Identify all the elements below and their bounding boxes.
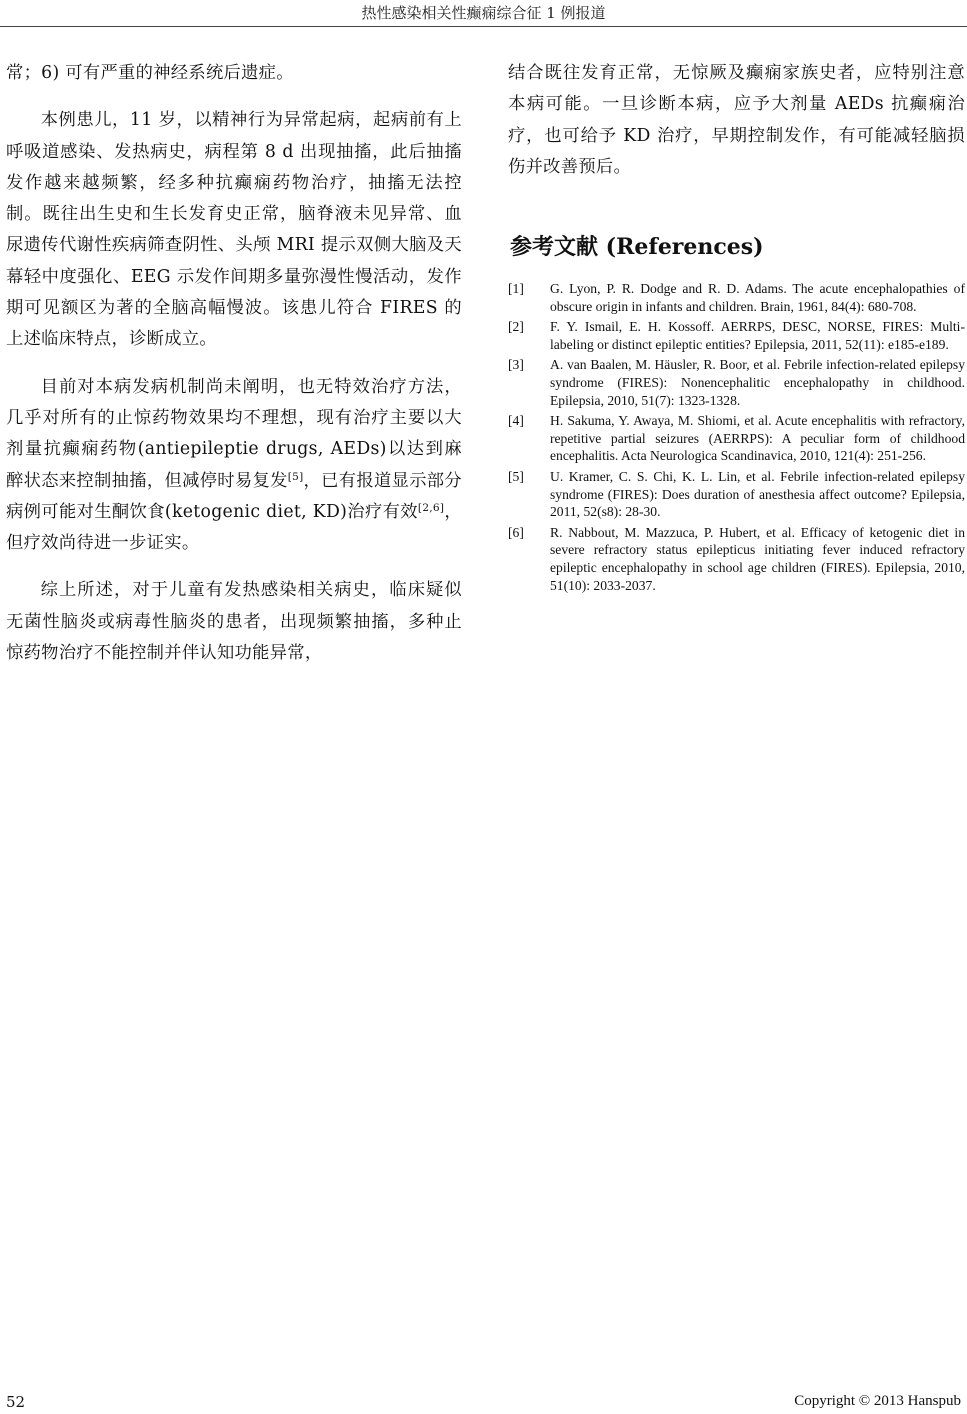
- copyright-notice: Copyright © 2013 Hanspub: [794, 1393, 961, 1409]
- page-number: 52: [6, 1393, 26, 1411]
- reference-text: H. Sakuma, Y. Awaya, M. Shiomi, et al. Acute encephalitis with refractory, repetitive partial seizures (AERRPS): A peculiar form of childhood encephalitis. Acta Neurologica Scandinavica, 2010, 121(4): 251-256.: [550, 413, 965, 464]
- references-heading: 参考文献 (References): [510, 234, 764, 260]
- reference-number: [2]: [508, 319, 524, 335]
- reference-item: [508, 318, 965, 353]
- left-paragraph-4: 综上所述，对于儿童有发热感染相关病史，临床疑似无菌性脑炎或病毒性脑炎的患者，出现频繁抽搐，多种止惊药物治疗不能控制并伴认知功能异常，: [6, 580, 462, 664]
- reference-number: [5]: [508, 468, 524, 484]
- reference-number: [1]: [508, 281, 524, 296]
- reference-item: [508, 280, 965, 315]
- left-paragraph-1: 常；6) 可有严重的神经系统后遗症。: [6, 63, 294, 83]
- reference-text: R. Nabbout, M. Mazzuca, P. Hubert, et al. Efficacy of ketogenic diet in severe refractory status epilepticus initiating fever induced refractory epileptic encephalopathy in school age children (FIRES). Epilepsia, 2010, 51(10): 2033-2037.: [550, 524, 965, 593]
- reference-list: [508, 280, 965, 597]
- left-paragraph-2: 本例患儿，11 岁，以精神行为异常起病，起病前有上呼吸道感染、发热病史，病程第 8 d 出现抽搐，此后抽搐发作越来越频繁，经多种抗癫痫药物治疗，抽搐无法控制。既往出生史和生长发育史正常，脑脊液未见异常、血尿遗传代谢性疾病筛查阴性、头颅 MRI 提示双侧大脑及天幕轻中度强化、EEG 示发作间期多量弥漫性慢活动，发作期可见额区为著的全脑高幅慢波。该患儿符合 FIRES 的上述临床特点，诊断成立。: [6, 110, 462, 350]
- reference-number: [6]: [508, 524, 524, 540]
- reference-item: [508, 524, 965, 594]
- left-paragraph-3-part-c: ，但疗效尚待进一步证实。: [6, 501, 462, 554]
- reference-number: [3]: [508, 357, 524, 373]
- right-column: [508, 58, 965, 183]
- reference-item: [508, 356, 965, 409]
- reference-item: [508, 468, 965, 521]
- reference-number: [4]: [508, 413, 524, 429]
- reference-text: U. Kramer, C. S. Chi, K. L. Lin, et al. Febrile infection-related epilepsy syndrome (FIRES): Does duration of anesthesia affect outcome? Epilepsia, 2011, 52(s8): 28-30.: [550, 468, 965, 520]
- citation-2-6: [2,6]: [417, 501, 445, 514]
- citation-5: [5]: [287, 470, 304, 483]
- reference-item: [508, 412, 965, 465]
- header-rule: [0, 26, 967, 27]
- left-paragraph-3: [6, 372, 462, 560]
- right-paragraph-1: 结合既往发育正常，无惊厥及癫痫家族史者，应特别注意本病可能。一旦诊断本病，应予大剂量 AEDs 抗癫痫治疗，也可给予 KD 治疗，早期控制发作，有可能减轻脑损伤并改善预后。: [508, 63, 965, 177]
- running-header: 热性感染相关性癫痫综合征 1 例报道: [361, 4, 606, 22]
- reference-text: A. van Baalen, M. Häusler, R. Boor, et al. Febrile infection-related epilepsy syndrome (FIRES): Nonencephalitic encephalopathy in childhood. Epilepsia, 2010, 51(7): 1323-1328.: [550, 357, 965, 408]
- left-paragraph-3-part-b: ，已有报道显示部分病例可能对生酮饮食(ketogenic diet, KD)治疗有效: [6, 470, 462, 522]
- left-column: [6, 58, 462, 669]
- reference-text: G. Lyon, P. R. Dodge and R. D. Adams. The acute encephalopathies of obscure origin in infants and children. Brain, 1961, 84(4): 680-708.: [550, 281, 965, 314]
- left-paragraph-3-part-a: 目前对本病发病机制尚未阐明，也无特效治疗方法，几乎对所有的止惊药物效果均不理想，现有治疗主要以大剂量抗癫痫药物(antiepileptie drugs, AEDs)以达到麻醉状态来控制抽搐，但减停时易复发: [6, 376, 462, 491]
- reference-text: F. Y. Ismail, E. H. Kossoff. AERRPS, DESC, NORSE, FIRES: Multi-labeling or distinct epileptic entities? Epilepsia, 2011, 52(11): e185-e189.: [550, 319, 965, 352]
